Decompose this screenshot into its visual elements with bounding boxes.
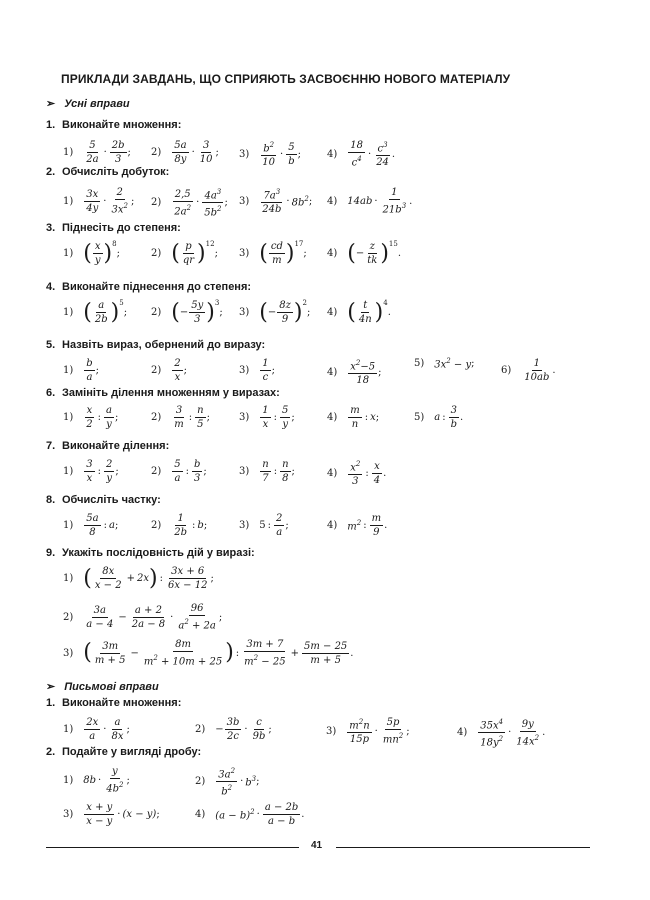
- q3-item-4: 4) ( − $\frac{z}{tk}$ ) $^{15}$ .: [327, 240, 402, 266]
- q4-item-2: 2) ( − $\frac{5y}{3}$ ) $^3$ ;: [151, 299, 223, 325]
- q5-item-4: 4) $\frac{x^2-5}{18}$ ;: [327, 359, 382, 387]
- footer-rule-left: [46, 847, 299, 848]
- question-6: 6. Замініть ділення множенням у виразах:: [46, 387, 280, 399]
- page-title: ПРИКЛАДИ ЗАВДАНЬ, ЩО СПРИЯЮТЬ ЗАСВОЄННЮ НОВОГО МАТЕРІАЛУ: [61, 72, 511, 86]
- w2-item-3: 3) $\frac{x + y}{x - y}$ · (x − y) ;: [63, 802, 160, 827]
- q6-item-5: 5) a : $\frac{3}{b}$ .: [414, 405, 464, 430]
- q6-item-2: 2) $\frac{3}{m}$ : $\frac{n}{5}$ ;: [151, 405, 210, 430]
- q2-item-3: 3) $\frac{7a^3}{24b}$ · $8b^2$ ;: [239, 188, 313, 216]
- q1-item-1: 1) $\frac{5}{2a}$ · $\frac{2b}{3}$ ;: [63, 140, 131, 165]
- arrow-icon: ➢: [46, 681, 56, 693]
- q9-item-1: 1) ( $\frac{8x}{x - 2}$ + 2x ) : $\frac{3x + 6}{6x - 12}$ ;: [63, 565, 214, 591]
- section-oral: [46, 97, 130, 110]
- question-1: 1. Виконайте множення:: [46, 119, 182, 131]
- question-9: 9. Укажіть послідовність дій у виразі:: [46, 547, 255, 559]
- q1-item-2: 2) $\frac{5a}{8y}$ · $\frac{3}{10}$ ;: [151, 140, 219, 165]
- q7-item-1: 1) $\frac{3}{x}$ : $\frac{2}{y}$ ;: [63, 459, 119, 484]
- w1-item-4: 4) $\frac{35x^4}{18y^2}$ · $\frac{9y}{14x^2}$ .: [457, 718, 546, 749]
- q1-item-3: 3) $\frac{b^2}{10}$ · $\frac{5}{b}$ ;: [239, 141, 301, 169]
- q6-item-1: 1) $\frac{x}{2}$ : $\frac{a}{y}$ ;: [63, 405, 119, 430]
- q3-item-3: 3) ( $\frac{cd}{m}$ ) $^{17}$ ;: [239, 240, 307, 266]
- arrow-icon: ➢: [46, 98, 56, 110]
- q9-item-2: 2) $\frac{3a}{a - 4}$ − $\frac{a + 2}{2a - 8}$ · $\frac{96}{a^2 + 2a}$ ;: [63, 603, 223, 632]
- section-oral-title: Усні вправи: [64, 98, 130, 110]
- q3-item-2: 2) ( $\frac{p}{qr}$ ) $^{12}$ ;: [151, 240, 218, 266]
- w2-item-2: 2) $\frac{3a^2}{b^2}$ · $b^3$ ;: [195, 767, 260, 798]
- q7-item-3: 3) $\frac{n}{7}$ : $\frac{n}{8}$ ;: [239, 459, 295, 484]
- q9-item-3: 3) ( $\frac{3m}{m + 5}$ − $\frac{8m}{m^2 + 10m + 25}$ ) : $\frac{3m + 7}{m^2 - 25}$ + $\frac{5m - 25}{m + 5}$ .: [63, 639, 354, 668]
- q1-item-4: 4) $\frac{18}{c^4}$ · $\frac{c^3}{24}$ .: [327, 140, 396, 169]
- q5-item-1: 1) $\frac{b}{a}$ ;: [63, 358, 100, 383]
- w1-item-1: 1) $\frac{2x}{a}$ · $\frac{a}{8x}$ ;: [63, 717, 130, 742]
- q2-item-1: 1) $\frac{3x}{4y}$ · $\frac{2}{3x^2}$ ;: [63, 187, 135, 216]
- q7-item-2: 2) $\frac{5}{a}$ : $\frac{b}{3}$ ;: [151, 459, 207, 484]
- question-5: 5. Назвіть вираз, обернений до виразу:: [46, 339, 266, 351]
- w2-item-4: 4) $(a - b)^2$ · $\frac{a - 2b}{a - b}$ .: [195, 802, 305, 827]
- section-written-title: Письмові вправи: [64, 681, 159, 693]
- w1-item-3: 3) $\frac{m^2n}{15p}$ · $\frac{5p}{mn^2}$ ;: [326, 717, 410, 746]
- q5-item-3: 3) $\frac{1}{c}$ ;: [239, 358, 276, 383]
- q5-item-6: 6) $\frac{1}{10ab}$ .: [501, 358, 556, 383]
- q6-item-4: 4) $\frac{m}{n}$ : x ;: [327, 405, 380, 430]
- q4-item-1: 1) ( $\frac{a}{2b}$ ) $^5$ ;: [63, 299, 128, 325]
- q7-item-4: 4) $\frac{x^2}{3}$ : $\frac{x}{4}$ .: [327, 460, 387, 488]
- q8-item-2: 2) $\frac{1}{2b}$ : b ;: [151, 513, 208, 538]
- q3-item-1: 1) ( $\frac{x}{y}$ ) $^8$ ;: [63, 240, 120, 266]
- question-8: 8. Обчисліть частку:: [46, 494, 161, 506]
- q8-item-3: 3) 5 : $\frac{2}{a}$ ;: [239, 513, 289, 538]
- written-question-2: 2. Подайте у вигляді дробу:: [46, 746, 202, 758]
- question-2: 2. Обчисліть добуток:: [46, 166, 170, 178]
- q8-item-4: 4) $m^2$ : $\frac{m}{9}$ .: [327, 513, 388, 538]
- footer-rule-right: [336, 847, 590, 848]
- page-number: 41: [311, 840, 323, 851]
- section-written: [46, 680, 159, 693]
- question-4: 4. Виконайте піднесення до степеня:: [46, 281, 252, 293]
- q8-item-1: 1) $\frac{5a}{8}$ : a ;: [63, 513, 119, 538]
- w2-item-1: 1) 8b · $\frac{y}{4b^2}$ ;: [63, 766, 130, 795]
- question-7: 7. Виконайте ділення:: [46, 440, 170, 452]
- q4-item-4: 4) ( $\frac{t}{4n}$ ) $^4$ .: [327, 299, 391, 325]
- written-question-1: 1. Виконайте множення:: [46, 697, 182, 709]
- q2-item-4: 4) 14ab · $\frac{1}{21b^3}$ .: [327, 187, 413, 216]
- question-3: 3. Піднесіть до степеня:: [46, 222, 181, 234]
- w1-item-2: 2) − $\frac{3b}{2c}$ · $\frac{c}{9b}$ ;: [195, 717, 272, 742]
- q6-item-3: 3) $\frac{1}{x}$ : $\frac{5}{y}$ ;: [239, 405, 295, 430]
- q2-item-2: 2) $\frac{2,5}{2a^2}$ · $\frac{4a^3}{5b^2}$ ;: [151, 188, 228, 219]
- q5-item-5: 5) $3x^2 - y$ ;: [414, 357, 475, 371]
- q4-item-3: 3) ( − $\frac{8z}{9}$ ) $^2$ ;: [239, 299, 311, 325]
- q5-item-2: 2) $\frac{2}{x}$ ;: [151, 358, 188, 383]
